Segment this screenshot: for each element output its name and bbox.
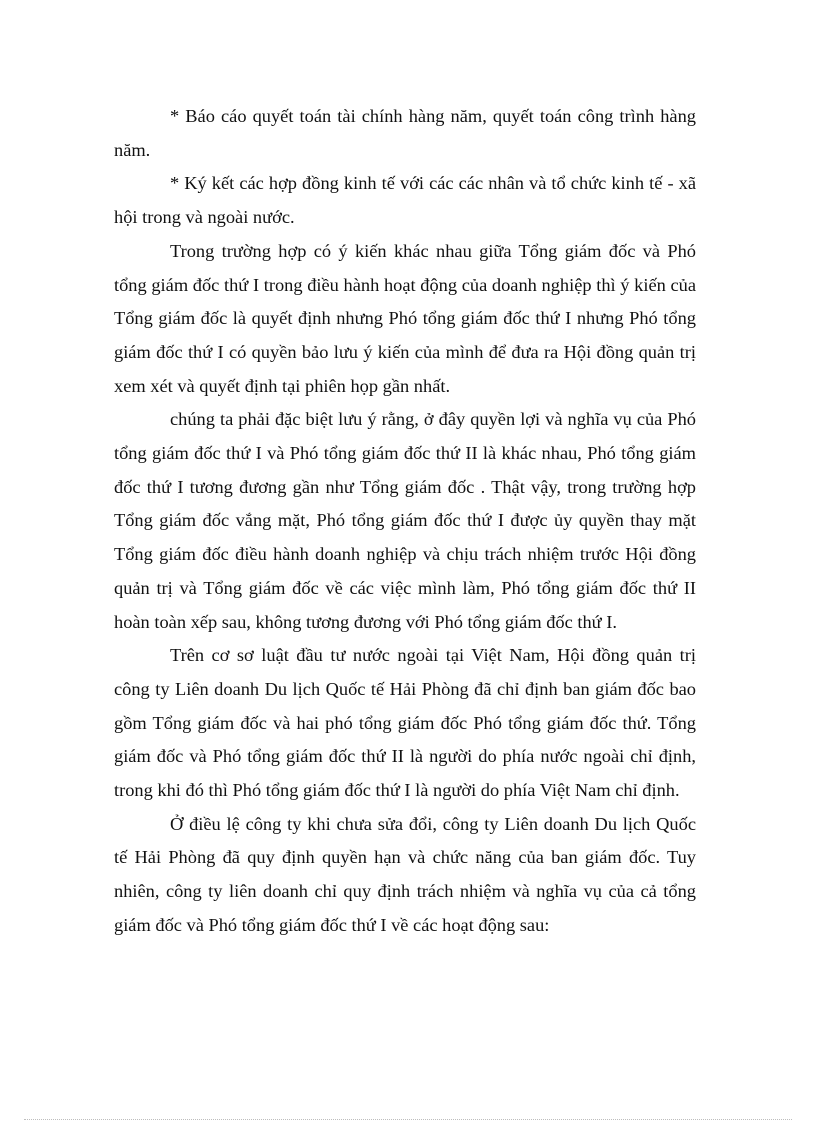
paragraph-deputy-rights: chúng ta phải đặc biệt lưu ý rằng, ở đây quyền lợi và nghĩa vụ của Phó tổng giám đốc thứ I và Phó tổng giám đốc thứ II là khác nhau, Phó tổng giám đốc thứ I tương đương gần như Tổng giám đốc . Thật vậy, trong trường hợp Tổng giám đốc vắng mặt, Phó tổng giám đốc thứ I được ủy quyền thay mặt Tổng giám đốc điều hành doanh nghiệp và chịu trách nhiệm trước Hội đồng quản trị và Tổng giám đốc về các việc mình làm, Phó tổng giám đốc thứ II hoàn toàn xếp sau, không tương đương với Phó tổng giám đốc thứ I. (114, 409, 696, 632)
paragraph-disagreement: Trong trường hợp có ý kiến khác nhau giữa Tổng giám đốc và Phó tổng giám đốc thứ I trong điều hành hoạt động của doanh nghiệp thì ý kiến của Tổng giám đốc là quyết định nhưng Phó tổng giám đốc thứ I nhưng Phó tổng giám đốc thứ I có quyền bảo lưu ý kiến của mình để đưa ra Hội đồng quản trị xem xét và quyết định tại phiên họp gần nhất. (114, 240, 696, 396)
paragraph-charter: Ở điều lệ công ty khi chưa sửa đổi, công ty Liên doanh Du lịch Quốc tế Hải Phòng đã quy định quyền hạn và chức năng của ban giám đốc. Tuy nhiên, công ty liên doanh chỉ quy định trách nhiệm và nghĩa vụ của cả tổng giám đốc và Phó tổng giám đốc thứ I về các hoạt động sau: (114, 813, 696, 935)
document-body (114, 100, 696, 943)
page-bottom-divider (24, 1119, 792, 1120)
paragraph-bullet-financial-report: * Báo cáo quyết toán tài chính hàng năm, quyết toán công trình hàng năm. (114, 106, 696, 160)
paragraph-bullet-contracts: * Ký kết các hợp đồng kinh tế với các các nhân và tổ chức kinh tế - xã hội trong và ngoài nước. (114, 173, 696, 228)
paragraph-board-appointment: Trên cơ sơ luật đầu tư nước ngoài tại Việt Nam, Hội đồng quản trị công ty Liên doanh Du lịch Quốc tế Hải Phòng đã chỉ định ban giám đốc bao gồm Tổng giám đốc và hai phó tổng giám đốc Phó tổng giám đốc thứ. Tổng giám đốc và Phó tổng giám đốc thứ II là người do phía nước ngoài chỉ định, trong khi đó thì Phó tổng giám đốc thứ I là người do phía Việt Nam chỉ định. (114, 645, 696, 801)
